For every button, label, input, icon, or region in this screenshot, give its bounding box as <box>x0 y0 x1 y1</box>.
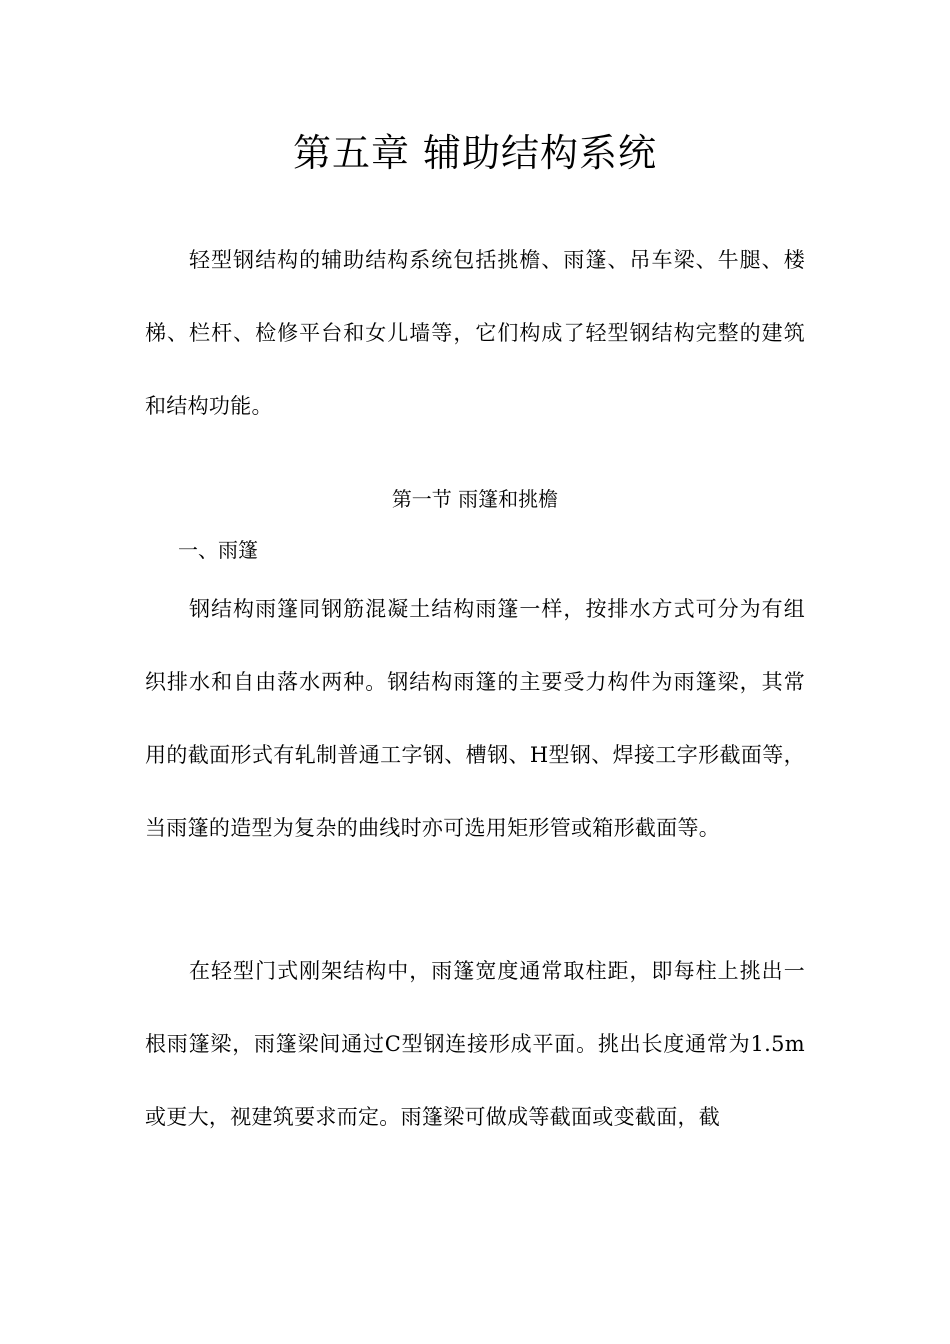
section-title: 第一节 雨篷和挑檐 <box>391 487 559 511</box>
subsection-heading: 一、雨篷 <box>178 538 258 562</box>
body-paragraph: 在轻型门式刚架结构中，雨篷宽度通常取柱距，即每柱上挑出一根雨篷梁，雨篷梁间通过C型钢连接形成平面。挑出长度通常为1.5m或更大，视建筑要求而定。雨篷梁可做成等截面或变截面，截 <box>145 959 805 1129</box>
chapter-title: 第五章 辅助结构系统 <box>292 131 658 175</box>
intro-paragraph: 轻型钢结构的辅助结构系统包括挑檐、雨篷、吊车梁、牛腿、楼梯、栏杆、检修平台和女儿墙等，它们构成了轻型钢结构完整的建筑和结构功能。 <box>145 248 805 418</box>
body-paragraph: 钢结构雨篷同钢筋混凝土结构雨篷一样，按排水方式可分为有组织排水和自由落水两种。钢结构雨篷的主要受力构件为雨篷梁，其常用的截面形式有轧制普通工字钢、槽钢、H型钢、焊接工字形截面等，当雨篷的造型为复杂的曲线时亦可选用矩形管或箱形截面等。 <box>145 597 805 840</box>
